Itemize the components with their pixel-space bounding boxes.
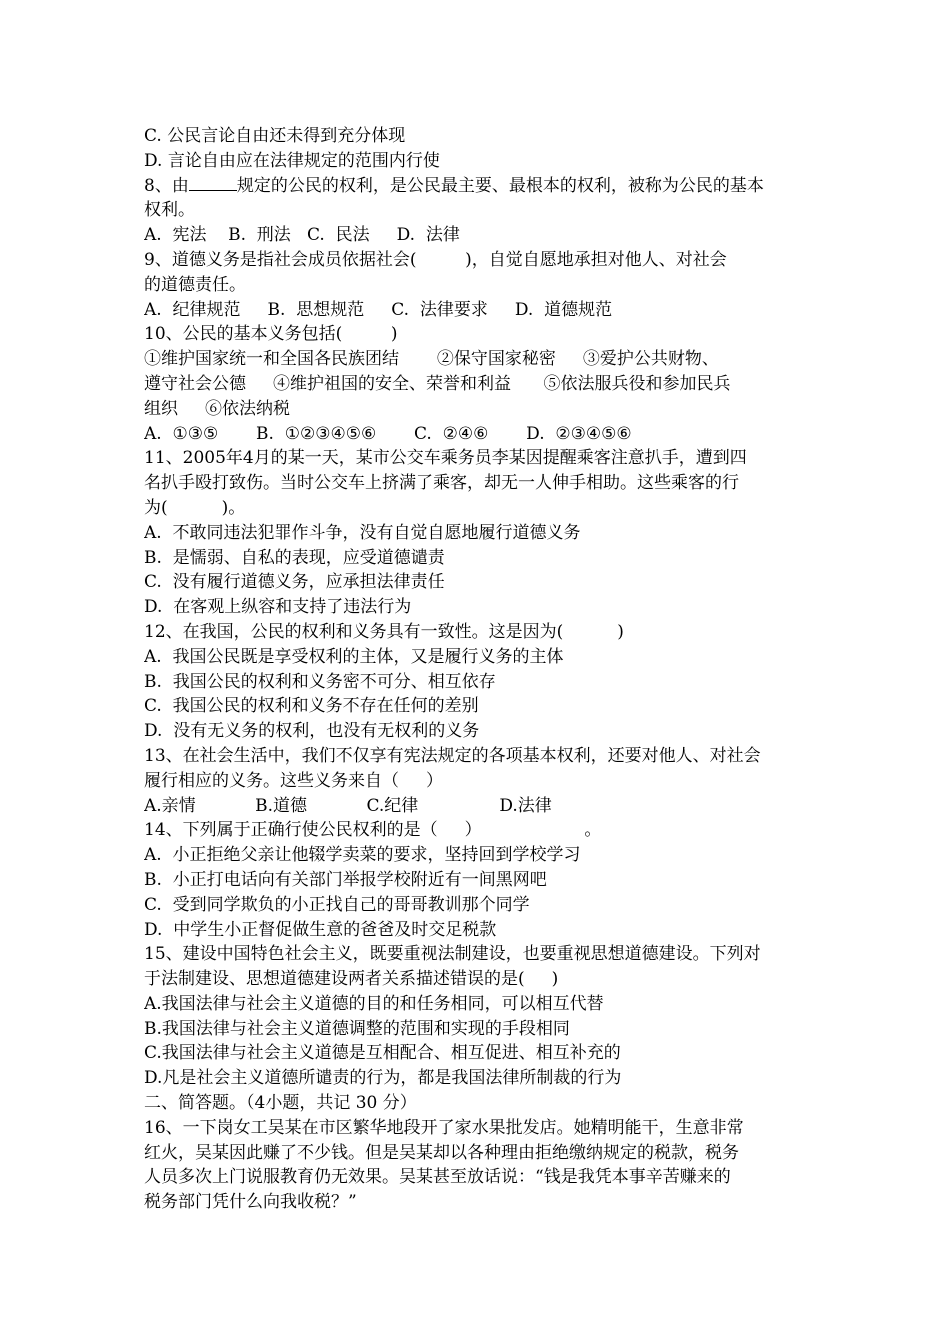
fill-in-blank (189, 174, 237, 191)
text-line: 16、一下岗女工吴某在市区繁华地段开了家水果批发店。她精明能干，生意非常 (144, 1117, 744, 1138)
text-line: C. 受到同学欺负的小正找自己的哥哥教训那个同学 (144, 894, 530, 915)
text-line: A. ①③⑤ B. ①②③④⑤⑥ C. ②④⑥ D. ②③④⑤⑥ (144, 423, 632, 444)
text-line: 履行相应的义务。这些义务来自（ ） (144, 770, 444, 791)
text-line: D. 中学生小正督促做生意的爸爸及时交足税款 (144, 919, 497, 940)
text-line: D.凡是社会主义道德所谴责的行为，都是我国法律所制裁的行为 (144, 1068, 622, 1089)
text-line: B. 小正打电话向有关部门举报学校附近有一间黑网吧 (144, 869, 547, 890)
text-line: 12、在我国，公民的权利和义务具有一致性。这是因为( ) (144, 621, 624, 642)
text-line: C. 没有履行道德义务，应承担法律责任 (144, 572, 445, 593)
text-line: 红火，吴某因此赚了不少钱。但是吴某却以各种理由拒绝缴纳规定的税款，税务 (144, 1142, 739, 1163)
text-line: A.我国法律与社会主义道德的目的和任务相同，可以相互代替 (144, 993, 604, 1014)
text-line: A. 不敢同违法犯罪作斗争，没有自觉自愿地履行道德义务 (144, 522, 581, 543)
text-line: 为( )。 (144, 497, 246, 518)
text-line: A. 小正拒绝父亲让他辍学卖菜的要求，坚持回到学校学习 (144, 845, 581, 866)
text-line: ①维护国家统一和全国各民族团结 ②保守国家秘密 ③爱护公共财物、 (144, 349, 719, 370)
text-line: C. 公民言论自由还未得到充分体现 (144, 126, 406, 146)
text-line: 11、2005年4月的某一天，某市公交车乘务员李某因提醒乘客注意扒手，遭到四 (144, 448, 747, 469)
text-line: 组织 ⑥依法纳税 (144, 398, 291, 419)
text-line: 14、下列属于正确行使公民权利的是（ ） 。 (144, 820, 602, 841)
text-line: 13、在社会生活中，我们不仅享有宪法规定的各项基本权利，还要对他人、对社会 (144, 745, 761, 766)
text-line: A. 我国公民既是享受权利的主体，又是履行义务的主体 (144, 646, 564, 667)
text-line: 遵守社会公德 ④维护祖国的安全、荣誉和利益 ⑤依法服兵役和参加民兵 (144, 373, 731, 394)
text-line: 税务部门凭什么向我收税？” (144, 1192, 357, 1213)
text-line: 人员多次上门说服教育仍无效果。吴某甚至放话说：“钱是我凭本事辛苦赚来的 (144, 1167, 731, 1188)
text-line: B. 是懦弱、自私的表现，应受道德谴责 (144, 547, 445, 568)
text-line: 9、道德义务是指社会成员依据社会( )，自觉自愿地承担对他人、对社会 (144, 249, 727, 270)
text-line: C. 我国公民的权利和义务不存在任何的差别 (144, 696, 479, 717)
text-line: 于法制建设、思想道德建设两者关系描述错误的是( ) (144, 969, 559, 990)
text-line: 权利。 (144, 200, 195, 221)
text-line: A.亲情 B.道德 C.纪律 D.法律 (144, 795, 552, 816)
text-line: 的道德责任。 (144, 274, 246, 295)
section-heading: 二、简答题。（4小题，共记 30 分） (144, 1093, 417, 1114)
text-line: 15、建设中国特色社会主义，既要重视法制建设，也要重视思想道德建设。下列对 (144, 944, 761, 965)
text-line: A. 纪律规范 B. 思想规范 C. 法律要求 D. 道德规范 (144, 299, 613, 320)
text-line: D. 在客观上纵容和支持了违法行为 (144, 597, 412, 618)
document-page (144, 124, 824, 1215)
text-line: B. 我国公民的权利和义务密不可分、相互依存 (144, 671, 496, 692)
text-line: A. 宪法 B. 刑法 C. 民法 D. 法律 (144, 225, 460, 246)
text-segment: 规定的公民的权利，是公民最主要、最根本的权利，被称为公民的基本 (236, 175, 764, 196)
text-line: C.我国法律与社会主义道德是互相配合、相互促进、相互补充的 (144, 1043, 621, 1064)
text-line-with-blank (144, 174, 824, 199)
text-line: D. 没有无义务的权利，也没有无权利的义务 (144, 721, 480, 742)
text-line: 10、公民的基本义务包括( ) (144, 324, 398, 345)
text-line: 名扒手殴打致伤。当时公交车上挤满了乘客，却无一人伸手相助。这些乘客的行 (144, 473, 739, 494)
text-line: B.我国法律与社会主义道德调整的范围和实现的手段相同 (144, 1018, 570, 1039)
text-segment: 8、由 (144, 175, 189, 196)
text-line: D. 言论自由应在法律规定的范围内行使 (144, 150, 440, 171)
